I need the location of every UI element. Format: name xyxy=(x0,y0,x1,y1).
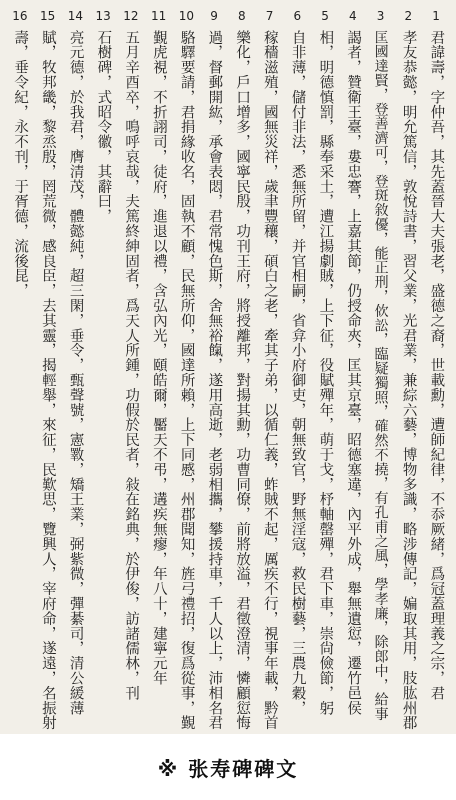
text-column xyxy=(34,30,62,730)
column-text: 匡國達賢，登善濟可，登斑敘優，能正刑，佽訟，臨疑獨照，確然不撓，有孔甫之風，學孝廉，除郎中，給事 xyxy=(372,30,389,722)
text-column xyxy=(62,30,90,730)
text-column xyxy=(6,30,34,730)
column-number: 1 xyxy=(432,9,440,23)
text-column xyxy=(256,30,284,730)
column-number: 7 xyxy=(265,9,274,23)
column-number: 3 xyxy=(376,9,385,23)
column-text: 過，督郵開紘，承會表悶，君常愧色斯，舍無裕餼，遂用高逝，老弱相攜，攀援持車，千人以上，沛相名君 xyxy=(206,30,223,731)
text-column xyxy=(284,30,312,730)
column-number: 6 xyxy=(293,9,302,23)
text-column xyxy=(173,30,201,730)
column-text: 駱驛要請，君捐緣收名，固執不顧，民無所仰，國達所賴，上下同慼，州郡聞知，旌弓禮招，復爲從事，覲 xyxy=(178,30,195,731)
column-text: 覲虎視，不折詡司，徒府，進退以禮，含弘內光，頤皓爾，靨天不弔，遘疾無瘳，年八十，建寧元年 xyxy=(150,30,167,686)
column-number: 9 xyxy=(210,9,218,23)
column-text: 君諱壽，字仲吾，其先蓋晉大夫張老，盛德之裔，世載勳，遭師紀律，不忝厥緒，爲冠蓋理義之宗，君 xyxy=(428,30,445,701)
text-column xyxy=(228,30,256,730)
column-number: 13 xyxy=(95,9,111,23)
text-column xyxy=(145,30,173,730)
column-number: 14 xyxy=(67,9,84,23)
column-number: 4 xyxy=(349,9,357,23)
column-number: 15 xyxy=(39,9,56,23)
text-column xyxy=(339,30,367,730)
column-text: 壽，垂令紀，永不刊，于胥德，流後昆， xyxy=(12,30,29,299)
text-column xyxy=(422,30,450,730)
text-column xyxy=(117,30,145,730)
caption: ※ 张寿碑碑文 xyxy=(157,756,299,781)
column-number: 5 xyxy=(321,9,329,23)
column-number-row xyxy=(6,6,450,26)
column-number: 12 xyxy=(123,9,139,23)
text-column xyxy=(395,30,423,730)
text-columns xyxy=(6,30,450,730)
text-column xyxy=(367,30,395,730)
column-text: 樂化，戶口增多，國寧民殷，功刊王府，將授離邦，對揚其勳，功曹同僚，前將放溢，君徵澄清，憐顧愆悔 xyxy=(234,30,251,731)
column-number: 16 xyxy=(12,9,28,23)
column-text: 五月辛酉卒，鳴呼哀哉，夫篤終紳固者，爲天人所鍾，功假於民者，敍在銘典，於伊俊，訪諸儒林，刊 xyxy=(123,30,140,701)
column-text: 石樹碑，式昭令徽，其辭曰， xyxy=(95,30,112,224)
column-number: 11 xyxy=(150,9,167,23)
column-text: 孝友恭懿，明允篤信，敦悅詩書，習父業，光君業，兼綜六藝，博物多識，略涉傳記，媥取其用，肢肱州郡 xyxy=(400,30,417,731)
column-text: 亮元德，於我君，膺清茂，體懿純，超三閑，垂令，甄聲號，憲斁，矯王業，弼紫微，彈綦司，清公緩薄 xyxy=(67,30,84,716)
column-number: 8 xyxy=(238,9,246,23)
column-text: 謁者，贊衛王臺，婁忠謇，上嘉其節，仍授命夾，匡其京臺，昭德塞違，內平外成，舉無遺愆，遷竹邑侯 xyxy=(345,30,362,716)
column-number: 10 xyxy=(178,9,195,23)
column-number: 2 xyxy=(404,9,413,23)
column-text: 賦，牧邦畿，黎烝殷，罔荒微，感良臣，去其靈，揭輕舉，來征，民歎思，覽興人，宰府命，遂遠，名振射 xyxy=(39,30,56,731)
column-text: 自非薄，儲付非法，悉無所留，并官相嗣，省弇小府御吏，朝無致官，野無淫寇，救民樹藝，三農九穀， xyxy=(289,30,306,716)
text-column xyxy=(200,30,228,730)
text-column xyxy=(311,30,339,730)
column-text: 相，明德慎罰，縣奉采土，遭江揚劇賊，上下征，役賦殫年，萌于戈，杼軸罄殫，君下車，崇尙儉節，躬 xyxy=(317,30,334,716)
column-text: 稼穡滋殖，國無災祥，歲聿豐穰，碩白之老，牽其子弟，以循仁義，蚱賊不起，厲疾不行，視事年載，黔首 xyxy=(261,30,278,731)
text-column xyxy=(89,30,117,730)
